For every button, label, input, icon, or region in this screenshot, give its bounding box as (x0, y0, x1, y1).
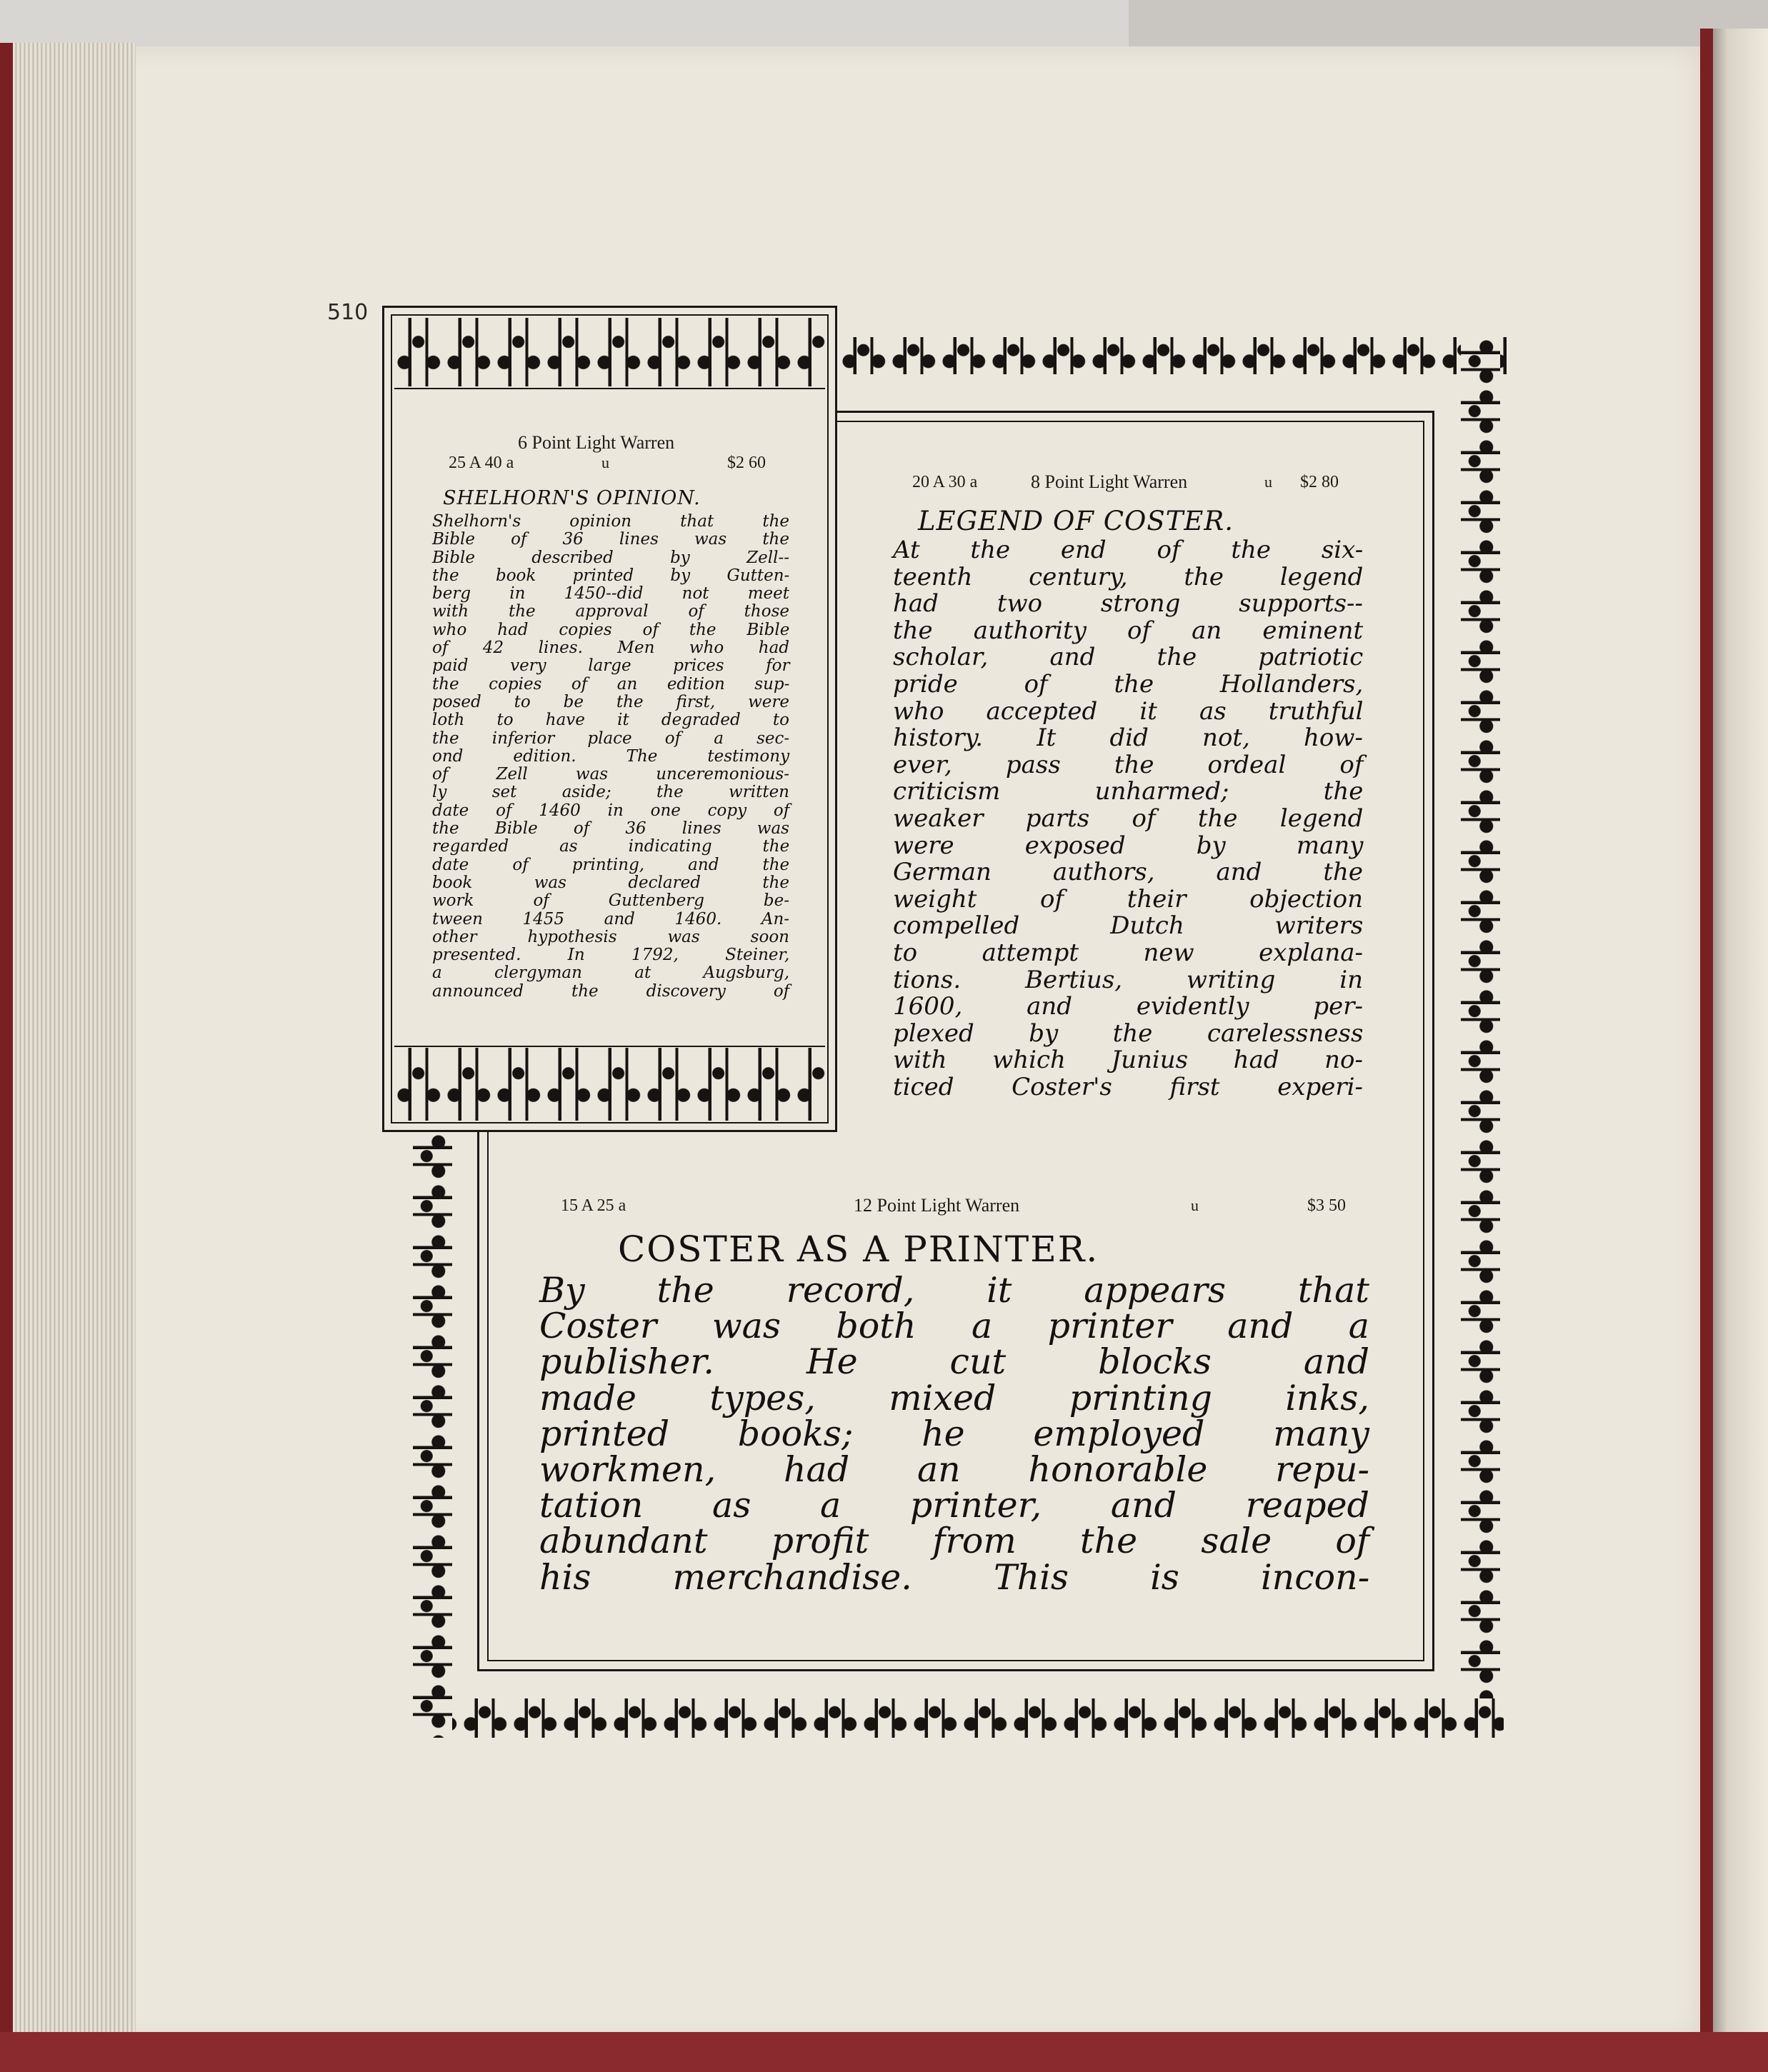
divider (394, 1046, 825, 1047)
ornament-border-top (839, 337, 1507, 374)
text-line: of Zell was unceremonious- (432, 765, 789, 784)
large-heading: COSTER AS A PRINTER. (618, 1228, 1099, 1270)
ornament-border-left (413, 1132, 452, 1738)
text-line: Bible of 36 lines was the (432, 530, 789, 549)
small-box-ornament-bottom (394, 1048, 825, 1121)
text-line: who had copies of the Bible (432, 620, 790, 639)
text-line: 1600, and evidently per- (893, 992, 1364, 1021)
text-line: a clergyman at Augsburg, (432, 964, 790, 983)
page-edges (0, 43, 136, 2036)
text-line: tween 1455 and 1460. An- (432, 909, 790, 929)
small-heading: SHELHORN'S OPINION. (443, 487, 701, 509)
text-line: scholar, and the patriotic (893, 643, 1364, 672)
text-line: weight of their objection (893, 884, 1363, 914)
text-line: Shelhorn's opinion that the (432, 512, 789, 531)
small-box-ornament-top (394, 318, 825, 386)
page-number: 510 (327, 300, 369, 325)
text-line: ond edition. The testimony (432, 746, 790, 766)
divider (394, 388, 825, 389)
large-body-text (539, 1270, 1370, 1598)
medium-heading: LEGEND OF COSTER. (918, 506, 1234, 536)
text-line: pride of the Hollanders, (893, 669, 1364, 699)
text-line: the authority of an eminent (893, 616, 1364, 645)
text-line: plexed by the carelessness (893, 1019, 1364, 1048)
text-line: compelled Dutch writers (893, 911, 1364, 941)
binding-bottom (0, 2032, 1768, 2072)
text-line: workmen, had an honorable repu- (539, 1449, 1370, 1491)
text-line: date of 1460 in one copy of (432, 801, 790, 820)
text-line: posed to be the first, were (432, 692, 789, 711)
text-line: the book printed by Gutten- (432, 566, 790, 585)
text-line: loth to have it degraded to (432, 711, 789, 730)
text-line: abundant profit from the sale of (539, 1521, 1369, 1562)
text-line: German authors, and the (893, 858, 1363, 887)
text-line: criticism unharmed; the (893, 777, 1364, 806)
text-line: berg in 1450--did not meet (432, 584, 789, 604)
text-line: ever, pass the ordeal of (893, 750, 1364, 779)
medium-price: $2 80 (1300, 473, 1339, 491)
large-mark: u (1191, 1196, 1199, 1214)
text-line: the Bible of 36 lines was (432, 819, 789, 839)
medium-size-label: 8 Point Light Warren (1031, 471, 1188, 492)
text-line: book was declared the (432, 873, 789, 892)
text-line: his merchandise. This is incon- (539, 1556, 1370, 1598)
binding-strip (1700, 29, 1713, 2043)
text-line: to attempt new explana- (893, 938, 1363, 967)
text-line: regarded as indicating the (432, 837, 790, 856)
text-line: had two strong supports-- (893, 589, 1363, 619)
text-line: tions. Bertius, writing in (893, 965, 1363, 994)
small-price: $2 60 (727, 454, 766, 472)
small-body-text (432, 513, 789, 1001)
text-line: weaker parts of the legend (893, 804, 1364, 833)
medium-body-text (893, 537, 1363, 1101)
large-count: 15 A 25 a (561, 1196, 626, 1215)
text-line: the copies of an edition sup- (432, 674, 790, 694)
text-line: tation as a printer, and reaped (539, 1485, 1369, 1526)
text-line: work of Guttenberg be- (432, 891, 790, 911)
text-line: presented. In 1792, Steiner, (432, 946, 790, 965)
medium-count: 20 A 30 a (912, 473, 978, 491)
text-line: announced the discovery of (432, 981, 790, 1001)
large-price: $3 50 (1307, 1196, 1346, 1215)
text-line: with the approval of those (432, 602, 789, 621)
text-line: publisher. He cut blocks and (539, 1341, 1369, 1383)
small-count: 25 A 40 a (449, 454, 514, 472)
text-line: who accepted it as truthful (893, 696, 1364, 726)
text-line: the inferior place of a sec- (432, 729, 790, 748)
text-line: ly set aside; the written (432, 783, 789, 802)
ornament-border-right (1461, 337, 1500, 1737)
large-size-label: 12 Point Light Warren (854, 1195, 1020, 1216)
text-line: history. It did not, how- (893, 724, 1363, 753)
text-line: were exposed by many (893, 831, 1364, 860)
text-line: At the end of the six- (893, 536, 1364, 564)
ornament-border-bottom (411, 1698, 1504, 1738)
text-line: with which Junius had no- (893, 1046, 1364, 1075)
text-line: other hypothesis was soon (432, 927, 789, 946)
text-line: Bible described by Zell-- (432, 548, 789, 567)
text-line: ticed Coster's first experi- (893, 1072, 1363, 1101)
small-mark: u (601, 454, 609, 471)
text-line: teenth century, the legend (893, 562, 1364, 591)
text-line: date of printing, and the (432, 855, 790, 874)
medium-mark: u (1264, 473, 1272, 491)
small-size-label: 6 Point Light Warren (518, 432, 675, 453)
text-line: of 42 lines. Men who had (432, 639, 790, 658)
text-line: made types, mixed printing inks, (539, 1377, 1369, 1418)
text-line: paid very large prices for (432, 656, 790, 676)
text-line: Coster was both a printer and a (539, 1306, 1369, 1347)
binding-top (1129, 0, 1768, 50)
text-line: printed books; he employed many (539, 1413, 1369, 1454)
text-line: By the record, it appears that (539, 1270, 1369, 1311)
